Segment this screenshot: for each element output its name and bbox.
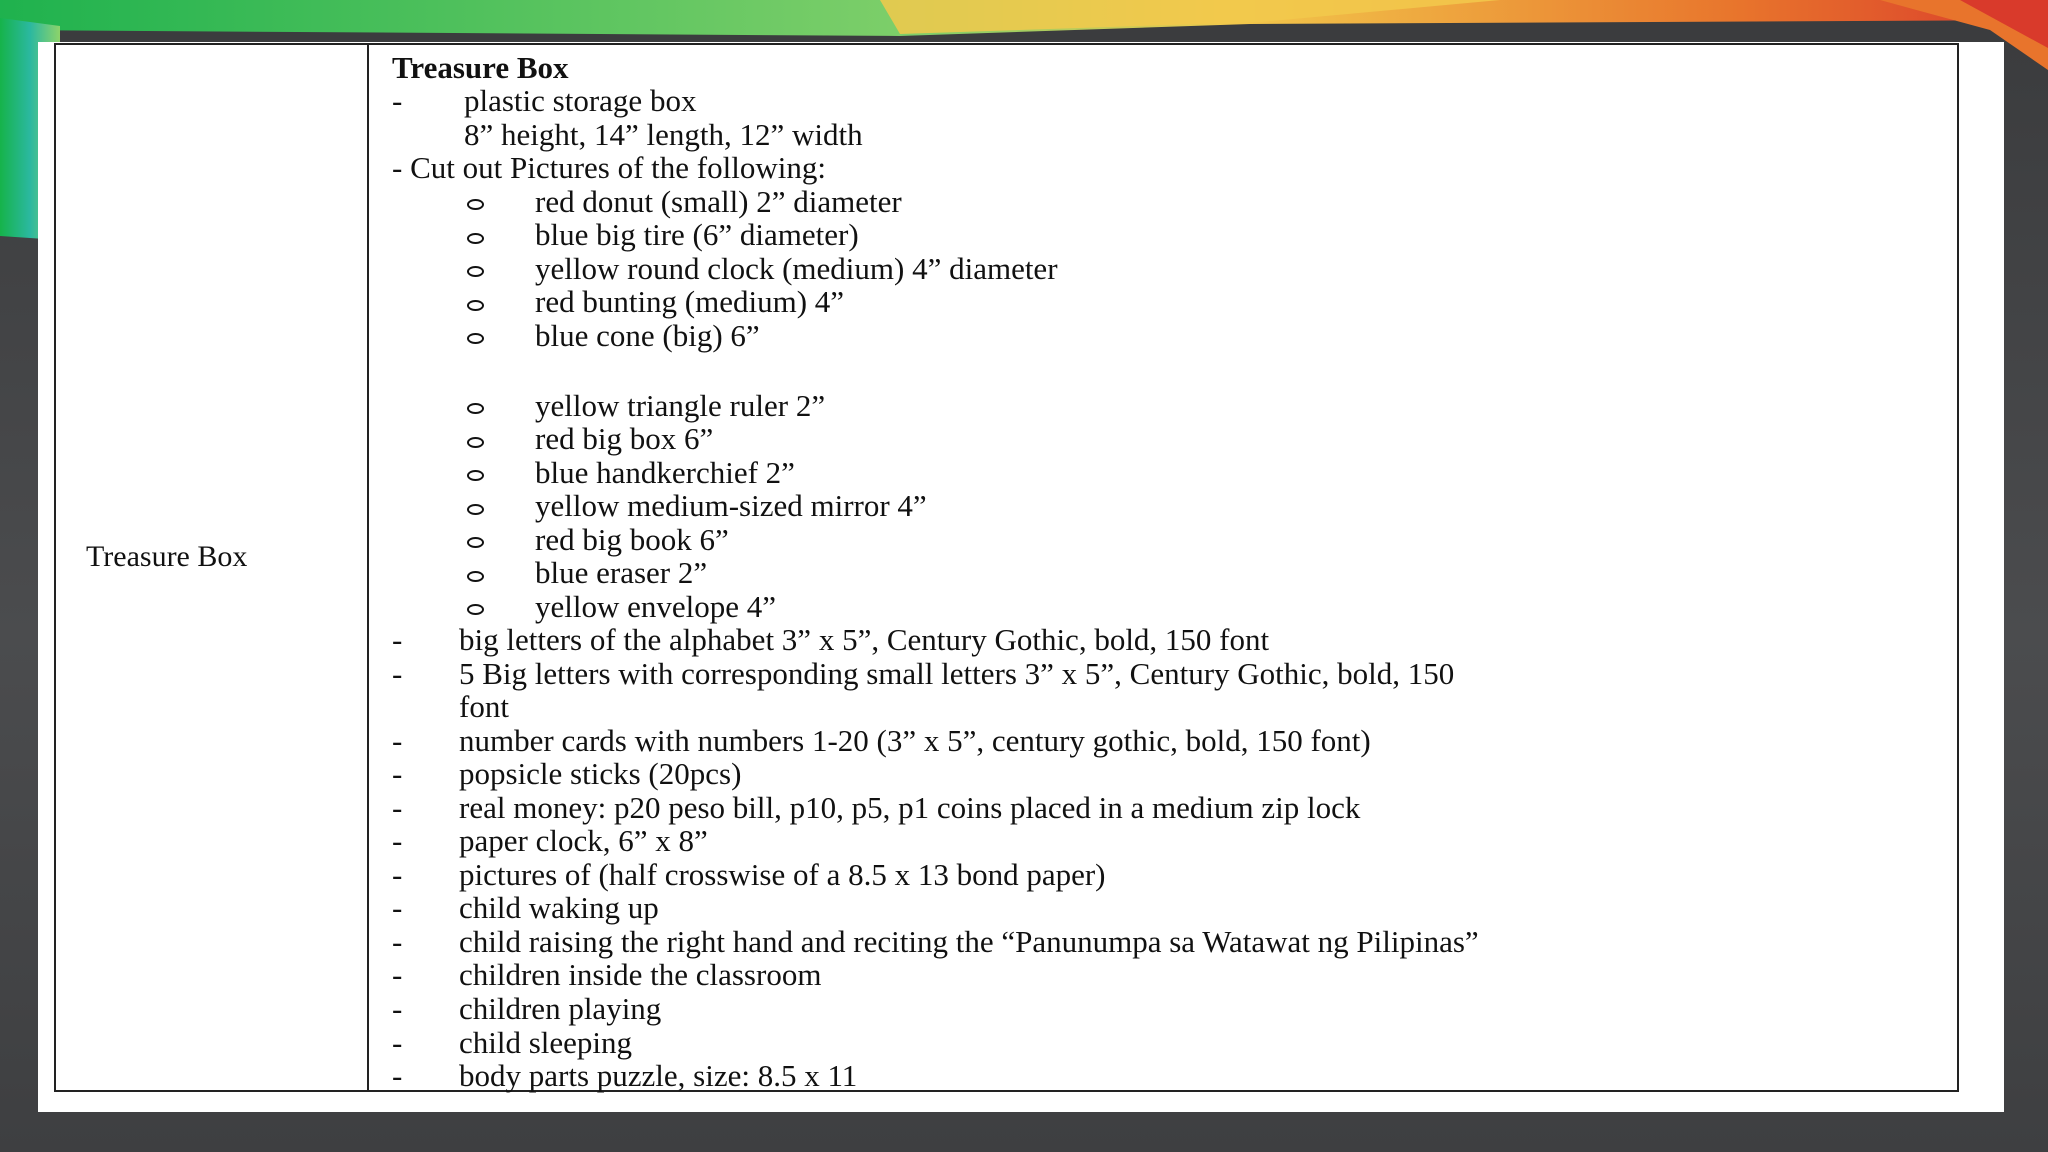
list-item: pictures of (half crosswise of a 8.5 x 13 bond paper): [459, 857, 1106, 892]
list-item: red big box 6”: [535, 421, 714, 456]
list-item: yellow envelope 4”: [535, 589, 777, 624]
dash-marker: -: [392, 991, 403, 1026]
row-label: Treasure Box: [86, 540, 248, 573]
circle-bullet-icon: [467, 537, 484, 548]
list-item: yellow round clock (medium) 4” diameter: [535, 251, 1058, 286]
circle-bullet-icon: [467, 266, 484, 277]
circle-bullet-icon: [467, 437, 484, 448]
list-item: paper clock, 6” x 8”: [459, 823, 708, 858]
circle-bullet-icon: [467, 403, 484, 414]
dash-marker: -: [392, 790, 403, 825]
dash-marker: -: [392, 723, 403, 758]
list-item: popsicle sticks (20pcs): [459, 756, 742, 791]
list-item: big letters of the alphabet 3” x 5”, Century Gothic, bold, 150 font: [459, 622, 1270, 657]
list-item: real money: p20 peso bill, p10, p5, p1 coins placed in a medium zip lock: [459, 790, 1361, 825]
list-item: child sleeping: [459, 1025, 633, 1060]
dash-marker: -: [392, 924, 403, 959]
dash-marker: -: [392, 656, 403, 691]
list-item: font: [459, 689, 509, 724]
circle-bullet-icon: [467, 199, 484, 210]
dash-marker: -: [392, 622, 403, 657]
list-item: yellow triangle ruler 2”: [535, 388, 826, 423]
materials-content-cell: [369, 45, 1957, 1093]
dash-marker: -: [392, 823, 403, 858]
list-item: red donut (small) 2” diameter: [535, 184, 902, 219]
circle-bullet-icon: [467, 333, 484, 344]
list-item: plastic storage box: [464, 83, 697, 118]
list-item: blue cone (big) 6”: [535, 318, 760, 353]
circle-bullet-icon: [467, 233, 484, 244]
list-item: number cards with numbers 1-20 (3” x 5”, century gothic, bold, 150 font): [459, 723, 1371, 758]
circle-bullet-icon: [467, 571, 484, 582]
materials-table: [54, 43, 1959, 1092]
dash-marker: -: [392, 890, 403, 925]
list-item: blue big tire (6” diameter): [535, 217, 859, 252]
list-item: body parts puzzle, size: 8.5 x 11: [459, 1058, 858, 1093]
list-item: red bunting (medium) 4”: [535, 284, 845, 319]
list-item: 5 Big letters with corresponding small letters 3” x 5”, Century Gothic, bold, 150: [459, 656, 1455, 691]
dash-marker: -: [392, 1025, 403, 1060]
circle-bullet-icon: [467, 604, 484, 615]
list-item: blue handkerchief 2”: [535, 455, 795, 490]
dash-marker: -: [392, 857, 403, 892]
list-item: children playing: [459, 991, 662, 1026]
circle-bullet-icon: [467, 300, 484, 311]
dash-marker: -: [392, 756, 403, 791]
list-item: children inside the classroom: [459, 957, 822, 992]
list-item: red big book 6”: [535, 522, 729, 557]
circle-bullet-icon: [467, 504, 484, 515]
section-title: Treasure Box: [392, 50, 569, 85]
dash-marker: -: [392, 957, 403, 992]
list-item: yellow medium-sized mirror 4”: [535, 488, 927, 523]
document-panel: [38, 42, 2004, 1112]
row-label-cell: [56, 45, 369, 1090]
dash-marker: -: [392, 83, 403, 118]
list-item: - Cut out Pictures of the following:: [392, 150, 826, 185]
list-item: 8” height, 14” length, 12” width: [464, 117, 863, 152]
dash-marker: -: [392, 1058, 403, 1093]
list-item: child raising the right hand and reciting the “Panunumpa sa Watawat ng Pilipinas”: [459, 924, 1479, 959]
list-item: blue eraser 2”: [535, 555, 708, 590]
list-item: child waking up: [459, 890, 659, 925]
circle-bullet-icon: [467, 470, 484, 481]
